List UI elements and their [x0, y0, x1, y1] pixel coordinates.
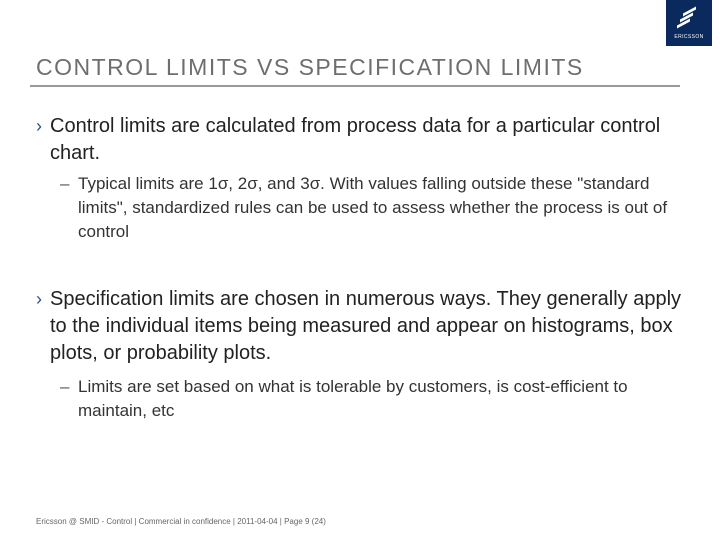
- bullet-marker: ›: [36, 289, 42, 309]
- bullet-text: Control limits are calculated from process data for a particular control chart.: [50, 115, 661, 164]
- bullet-text: Specification limits are chosen in numerous ways. They generally apply to the individual items being measured and appear on histograms, box plots, or probability plots.: [50, 288, 682, 364]
- sub-bullet-tolerable-limits: [60, 375, 685, 423]
- logo-wordmark: ERICSSON: [674, 34, 704, 40]
- sub-bullet-typical-limits: [60, 172, 685, 244]
- bullet-specification-limits: [36, 286, 686, 367]
- bullet-control-limits: [36, 113, 686, 167]
- sub-bullet-marker: –: [60, 377, 70, 396]
- bullet-marker: ›: [36, 116, 42, 136]
- sub-bullet-text: Typical limits are 1σ, 2σ, and 3σ. With values falling outside these "standard limits", standardized rules can be used to assess whether the process is out of control: [78, 174, 668, 241]
- title-divider: [30, 85, 680, 87]
- sub-bullet-marker: –: [60, 174, 70, 193]
- slide-title: CONTROL LIMITS VS SPECIFICATION LIMITS: [36, 54, 584, 80]
- slide-footer: Ericsson @ SMID - Control | Commercial in confidence | 2011-04-04 | Page 9 (24): [36, 517, 326, 526]
- sub-bullet-text: Limits are set based on what is tolerable by customers, is cost-efficient to maintain, etc: [78, 377, 628, 420]
- ericsson-logo: [666, 0, 712, 46]
